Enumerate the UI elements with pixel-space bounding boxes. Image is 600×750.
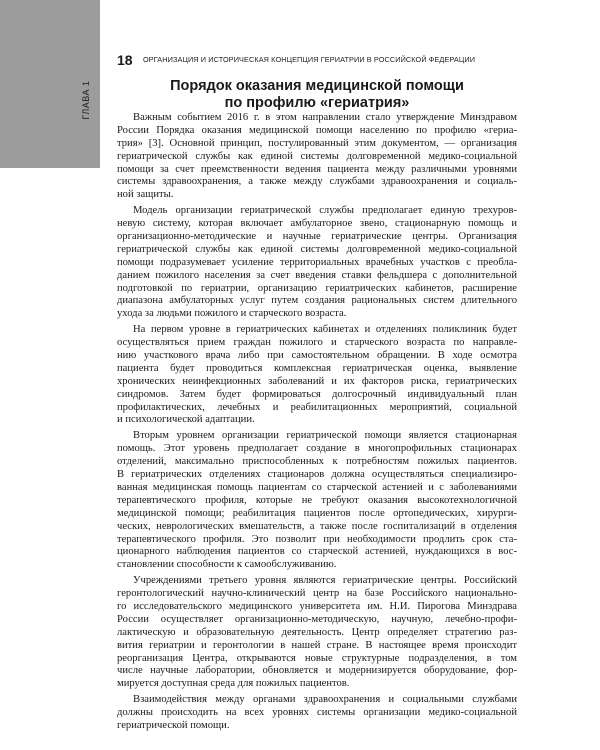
text-line: Взаимодействия между органами здравоохранения и социальными службами <box>133 694 517 706</box>
text-line: помощи подразумевает усиление территориальных врачебных участков с преобла- <box>117 256 517 268</box>
text-line: медицинской помощи; реабилитация пациентов после ортопедических, хирурги- <box>117 507 517 519</box>
text-line: ной защиты. <box>117 189 174 201</box>
text-line: отделений, максимально приспособленных к потребностям пожилых пациентов. <box>117 456 517 468</box>
text-line: терапевтического профиля. Это позволит при необходимости продлить срок ста- <box>117 533 517 545</box>
text-line: Вторым уровнем организации гериатрической помощи является стационарная <box>133 430 517 442</box>
text-line: лактическую и образовательную деятельность. Центр определяет стратегию раз- <box>117 626 517 638</box>
text-line: осуществляться прием граждан пожилого и старческого возраста по направле- <box>117 337 517 349</box>
text-line: хронических неинфекционных заболеваний и их факторов риска, гериатрических <box>117 375 517 387</box>
text-line: го исследовательского медицинского университета им. Н.И. Пирогова Минздрава <box>117 600 517 612</box>
text-line: нию участкового врача либо при самостоятельном обращении. В ходе осмотра <box>117 350 517 362</box>
paragraph <box>117 575 517 691</box>
section-title <box>117 78 517 112</box>
text-line: должны происходить на всех уровнях системы организации медико-социальной <box>117 707 517 719</box>
text-line: На первом уровне в гериатрических кабинетах и отделениях поликлиник будет <box>133 324 517 336</box>
section-title-line: по профилю «гериатрия» <box>224 95 410 111</box>
page-number: 18 <box>117 52 133 68</box>
paragraph <box>117 324 517 427</box>
text-line: ческих, неврологических вмешательств, а также после госпитализаций в отделения <box>117 520 517 532</box>
text-line: ционарного наблюдения пациентов со старческой астенией, нуждающихся в вос- <box>117 546 517 558</box>
text-line: системы здравоохранения, а также между службами здравоохранения и социаль- <box>117 176 517 188</box>
text-line: России осуществляет организационно-методическую, научную, лечебно-профи- <box>117 613 517 625</box>
text-line: числе научные лаборатории, обновляется и модернизируется оборудование, фор- <box>117 665 517 677</box>
text-line: реорганизация Центра, открываются новые структурные подразделения, в том <box>117 652 517 664</box>
running-header-text: ОРГАНИЗАЦИЯ И ИСТОРИЧЕСКАЯ КОНЦЕПЦИЯ ГЕРИАТРИИ В РОССИЙСКОЙ ФЕДЕРАЦИИ <box>143 55 476 64</box>
text-line: помощь. Этот уровень предполагает создание в многопрофильных стационарах <box>117 443 517 455</box>
paragraph <box>117 430 517 572</box>
text-line: В гериатрических отделениях стационаров должна осуществляться специализиро- <box>117 469 517 481</box>
body-text <box>117 112 517 736</box>
text-line: и психологической адаптации. <box>117 414 255 426</box>
text-line: ухода за людьми пожилого и старческого возраста. <box>117 308 347 320</box>
paragraph <box>117 112 517 202</box>
text-line: пациента будет проводиться комплексная гериатрическая оценка, выявление <box>117 362 517 374</box>
section-title-line: Порядок оказания медицинской помощи <box>170 78 464 94</box>
text-line: становлении способности к самообслуживанию. <box>117 559 337 571</box>
text-line: гериатрической помощи. <box>117 719 230 731</box>
paragraph <box>117 205 517 321</box>
text-line: Важным событием 2016 г. в этом направлении стало утверждение Минздравом <box>133 112 517 123</box>
text-line: синдромов. Затем будет формироваться долгосрочный индивидуальный план <box>117 388 517 400</box>
text-line: невую систему, которая включает амбулаторное звено, стационарную помощь и <box>117 218 517 230</box>
text-line: гериатрической службы как единой системы долговременной медико-социальной <box>117 243 517 255</box>
chapter-label: ГЛАВА 1 <box>81 80 91 120</box>
text-line: Учреждениями третьего уровня являются гериатрические центры. Российский <box>133 575 517 587</box>
text-line: вития гериатрии и геронтологии в нашей стране. В настоящее время происходит <box>117 639 517 651</box>
text-line: мируется доступная среда для пожилых пациентов. <box>117 678 350 690</box>
paragraph <box>117 694 517 733</box>
text-line: России Порядка оказания медицинской помощи населению по профилю «гериа- <box>117 124 517 136</box>
text-line: профилактических, лечебных и реабилитационных мероприятий, социальной <box>117 401 517 413</box>
text-line: гериатрической службы как единой системы долговременной медико-социальной <box>117 150 517 162</box>
text-line: Модель организации гериатрической службы предполагает единую трехуров- <box>133 205 517 217</box>
running-header <box>117 52 517 68</box>
text-line: подготовкой по гериатрии, организацию гериатрических кабинетов, расширение <box>117 282 517 294</box>
text-line: геронтологический научно-клинический центр на базе Российского национально- <box>117 588 517 600</box>
text-line: организационно-методические и научные гериатрические центры. Организация <box>117 231 517 243</box>
text-line: диапазона амбулаторных услуг путем создания рациональных систем длительного <box>117 295 517 307</box>
text-line: данием пожилого населения за счет введения ставки фельдшера с дополнительной <box>117 269 517 281</box>
text-line: ванная медицинская помощь пациентам со старческой астенией и с заболеваниями <box>117 481 517 493</box>
text-line: трия» [3]. Основной принцип, постулированный этим документом, — организация <box>117 137 517 149</box>
text-line: терапевтического профиля, которые не требуют оказания высокотехнологичной <box>117 494 517 506</box>
text-line: помощи за счет преемственности ведения пациента между различными уровнями <box>117 163 517 175</box>
